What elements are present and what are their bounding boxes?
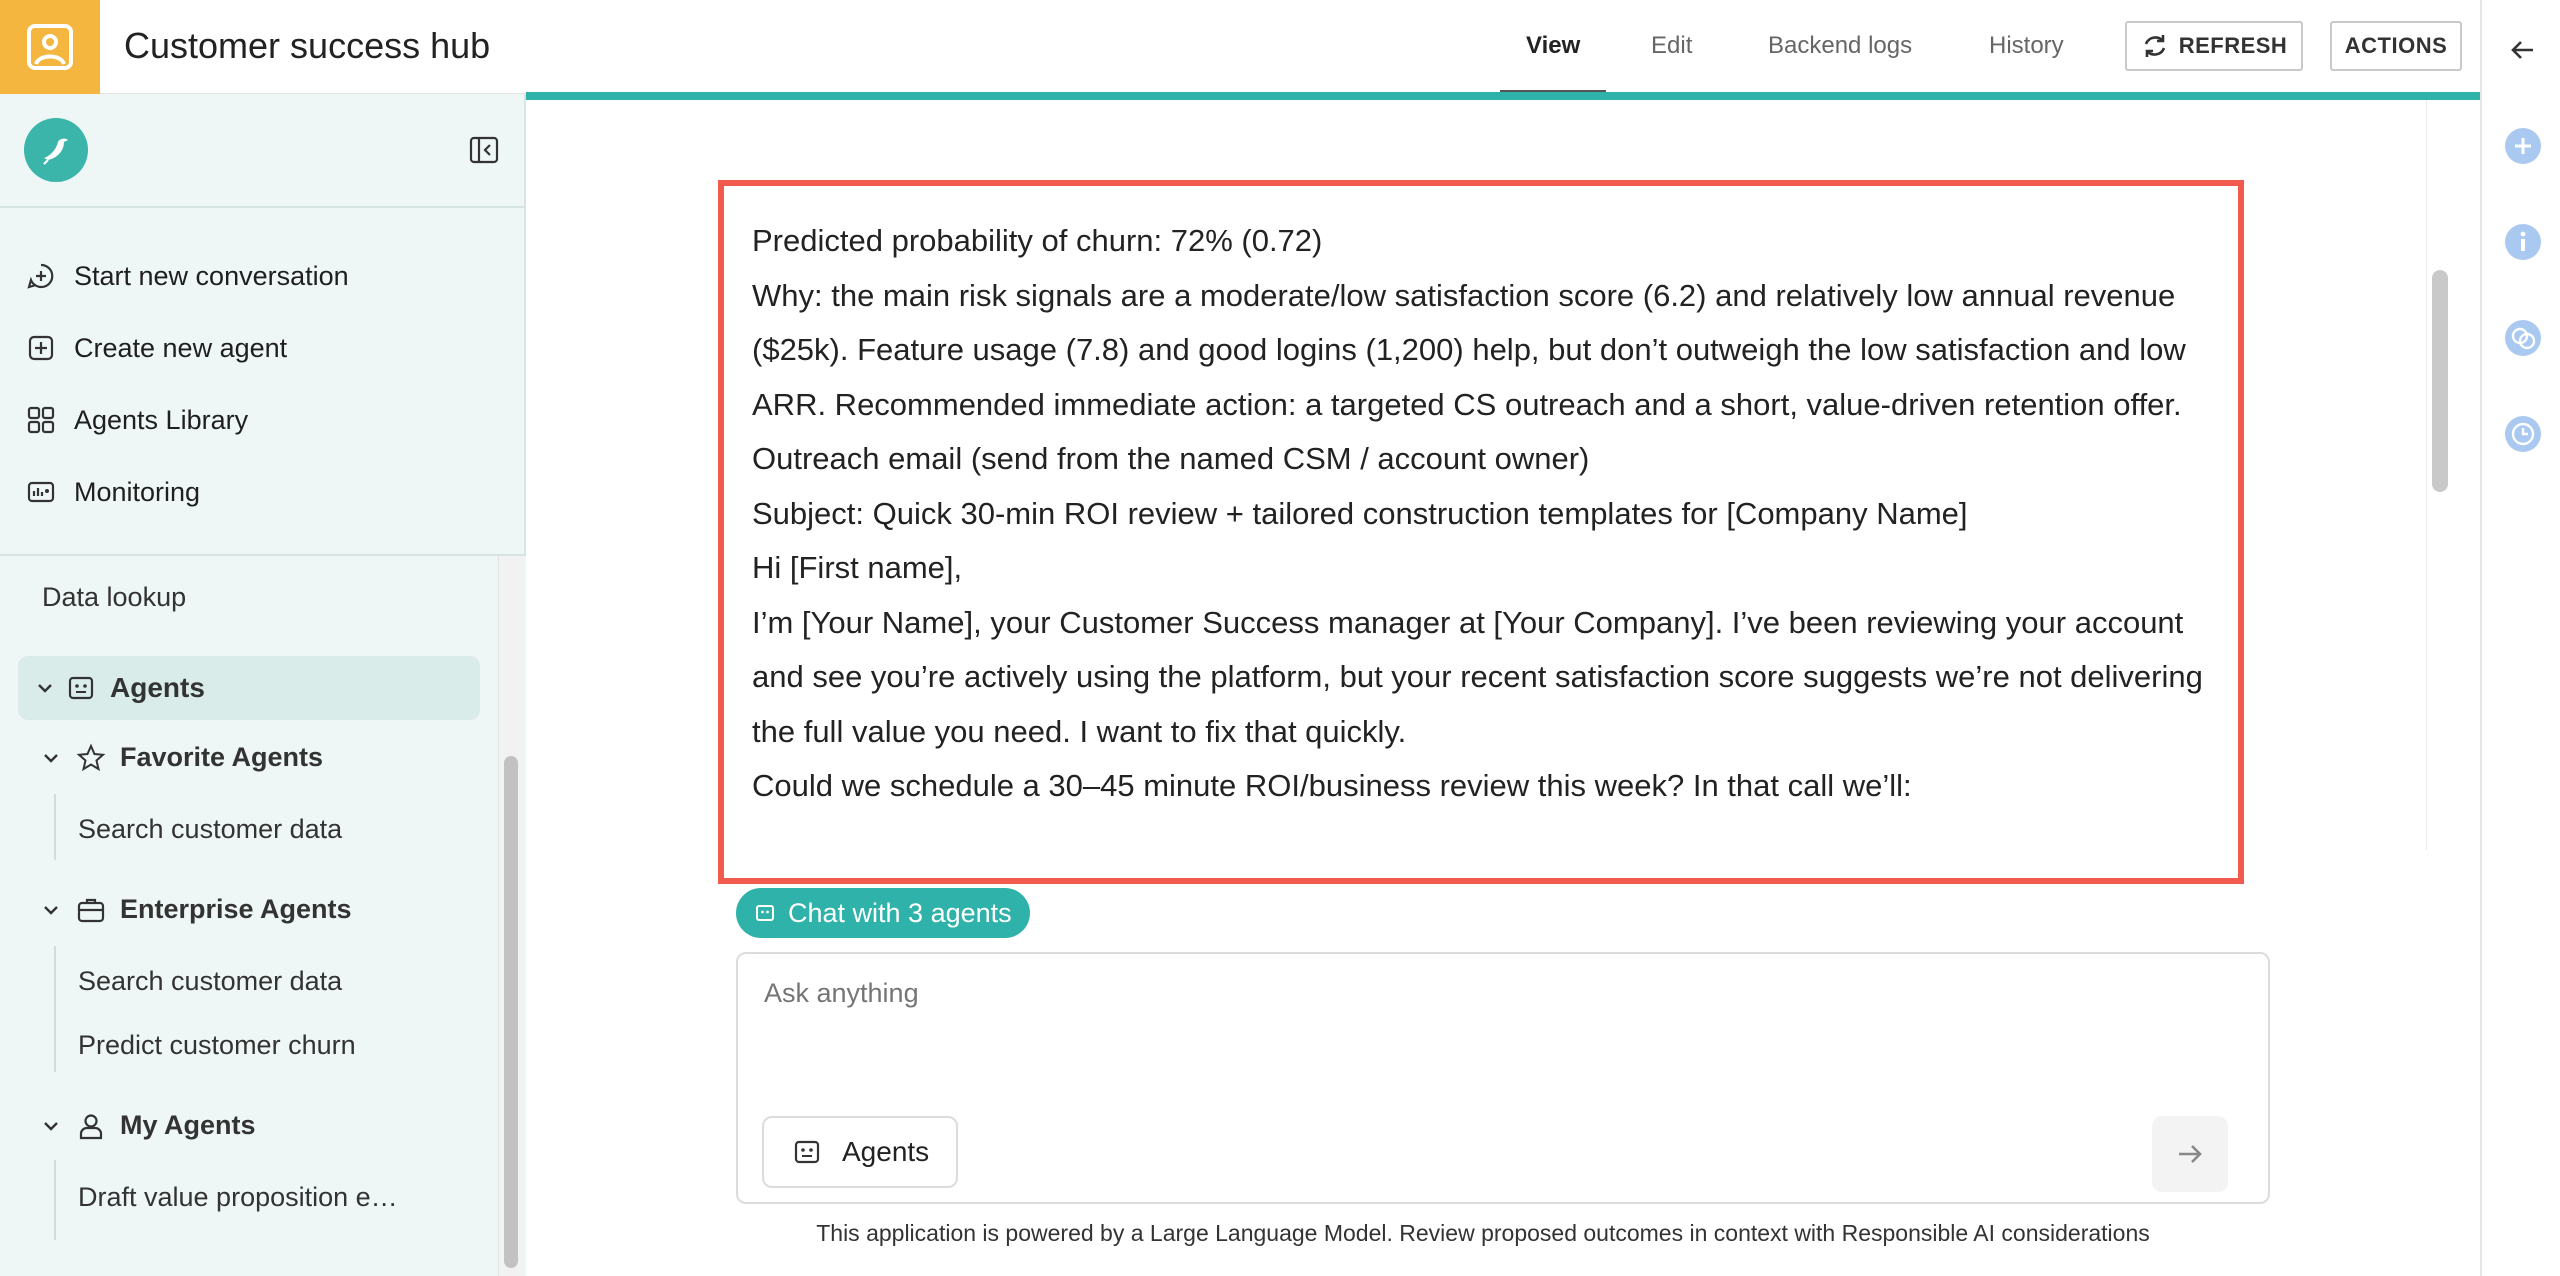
answer-line: Subject: Quick 30-min ROI review + tailored construction templates for [Company Name] (752, 495, 1968, 531)
collapse-sidebar-icon[interactable] (468, 134, 500, 166)
user-icon (76, 1111, 106, 1141)
tab-edit[interactable]: Edit (1651, 32, 1693, 59)
enterprise-agent-predict-customer-churn[interactable]: Predict customer churn (78, 1030, 356, 1060)
menu-label: Start new conversation (74, 260, 349, 291)
bird-icon (36, 130, 76, 170)
message-composer (736, 952, 2270, 1204)
menu-label: Agents Library (74, 404, 249, 435)
favorite-agents-group[interactable] (40, 742, 323, 773)
briefcase-icon (76, 895, 106, 925)
chevron-down-icon (40, 747, 62, 769)
answer-line: Predicted probability of churn: 72% (0.72) (752, 223, 1323, 258)
enterprise-agent-search-customer-data[interactable]: Search customer data (78, 966, 343, 996)
add-icon[interactable] (2503, 126, 2543, 166)
agents-library[interactable] (26, 400, 248, 440)
agent-hub-logo (24, 118, 88, 182)
my-agent-draft-value-proposition[interactable]: Draft value proposition e… (78, 1182, 398, 1212)
data-lookup-link[interactable]: Data lookup (42, 582, 187, 612)
answer-line: Hi [First name], (752, 550, 963, 585)
agent-icon (792, 1137, 822, 1167)
chevron-down-icon (34, 677, 56, 699)
answer-line: Outreach email (send from the named CSM / account owner) (752, 441, 1590, 476)
chat-plus-icon (26, 261, 56, 291)
favorite-agents-label: Favorite Agents (120, 742, 324, 772)
app-title: Customer success hub (124, 25, 491, 66)
monitoring[interactable] (26, 472, 200, 512)
actions-button[interactable]: ACTIONS (2330, 21, 2462, 71)
agent-answer-highlight (718, 180, 2244, 884)
ai-disclaimer: This application is powered by a Large Language Model. Review proposed outcomes in context with Responsible AI considerations (816, 1220, 2150, 1246)
agents-selector-button[interactable] (762, 1116, 958, 1188)
send-button[interactable] (2152, 1116, 2228, 1192)
ask-anything-input[interactable] (764, 978, 2164, 1009)
answer-line: Could we schedule a 30–45 minute ROI/business review this week? In that call we’ll: (752, 768, 1912, 803)
menu-label: Monitoring (74, 476, 201, 507)
app-image-icon[interactable] (0, 0, 100, 94)
sidebar-scrollbar-thumb[interactable] (504, 756, 518, 1268)
enterprise-agents-group[interactable] (40, 894, 352, 925)
agents-label: Agents (110, 672, 205, 703)
refresh-label: REFRESH (2178, 33, 2288, 58)
my-agents-label: My Agents (120, 1110, 256, 1140)
agents-button-label: Agents (842, 1136, 930, 1167)
agent-icon (66, 673, 96, 703)
back-arrow-icon[interactable] (2503, 30, 2543, 70)
answer-line: Why: the main risk signals are a moderate/low satisfaction score (6.2) and relatively low annual revenue ($25k). Feature usage (7.8) and good logins (1,200) help, but don’t outweigh the low satisfaction and low ARR. Recommended immediate action: a targeted CS outreach and a short, value-driven retention offer. (752, 277, 2186, 422)
chip-label: Chat with 3 agents (788, 897, 1012, 928)
tab-history[interactable]: History (1989, 32, 2064, 59)
tab-backend-logs[interactable]: Backend logs (1768, 32, 1913, 59)
chevron-down-icon (40, 1115, 62, 1137)
star-icon (76, 743, 106, 773)
menu-label: Create new agent (74, 332, 288, 363)
conversation-area (526, 100, 2480, 1276)
agents-tree-panel (0, 556, 526, 1276)
enterprise-agents-label: Enterprise Agents (120, 894, 352, 924)
loading-progress-bar (526, 92, 2480, 100)
arrow-right-icon (2173, 1137, 2207, 1171)
refresh-button[interactable] (2125, 21, 2303, 71)
plus-square-icon (26, 333, 56, 363)
grid-icon (26, 405, 56, 435)
start-new-conversation[interactable] (26, 256, 349, 296)
info-icon[interactable] (2503, 222, 2543, 262)
agents-section-header[interactable] (18, 656, 480, 720)
tree-guide-line (54, 1160, 56, 1240)
monitor-icon (26, 477, 56, 507)
my-agents-group[interactable] (40, 1110, 256, 1141)
discussions-icon[interactable] (2503, 318, 2543, 358)
tab-view[interactable]: View (1526, 0, 1580, 94)
top-bar (0, 0, 2480, 94)
conversation-scrollbar-thumb[interactable] (2432, 270, 2448, 492)
tree-guide-line (54, 946, 56, 1072)
answer-line: I’m [Your Name], your Customer Success manager at [Your Company]. I’ve been reviewing your account and see you’re actively using the platform, but your recent satisfaction score suggests we’re not delivering the full value you need. I want to fix that quickly. (752, 604, 2203, 749)
favorite-agent-search-customer-data[interactable]: Search customer data (78, 814, 343, 844)
chat-with-agents-chip[interactable] (736, 888, 1030, 938)
right-rail (2480, 0, 2560, 1276)
refresh-icon (2141, 32, 2169, 60)
create-new-agent[interactable] (26, 328, 287, 368)
sidebar-divider (0, 206, 526, 208)
agent-answer-text (752, 214, 2232, 814)
tree-guide-line (54, 794, 56, 860)
sidebar (0, 94, 526, 1276)
agent-icon (754, 902, 776, 924)
history-clock-icon[interactable] (2503, 414, 2543, 454)
chevron-down-icon (40, 899, 62, 921)
